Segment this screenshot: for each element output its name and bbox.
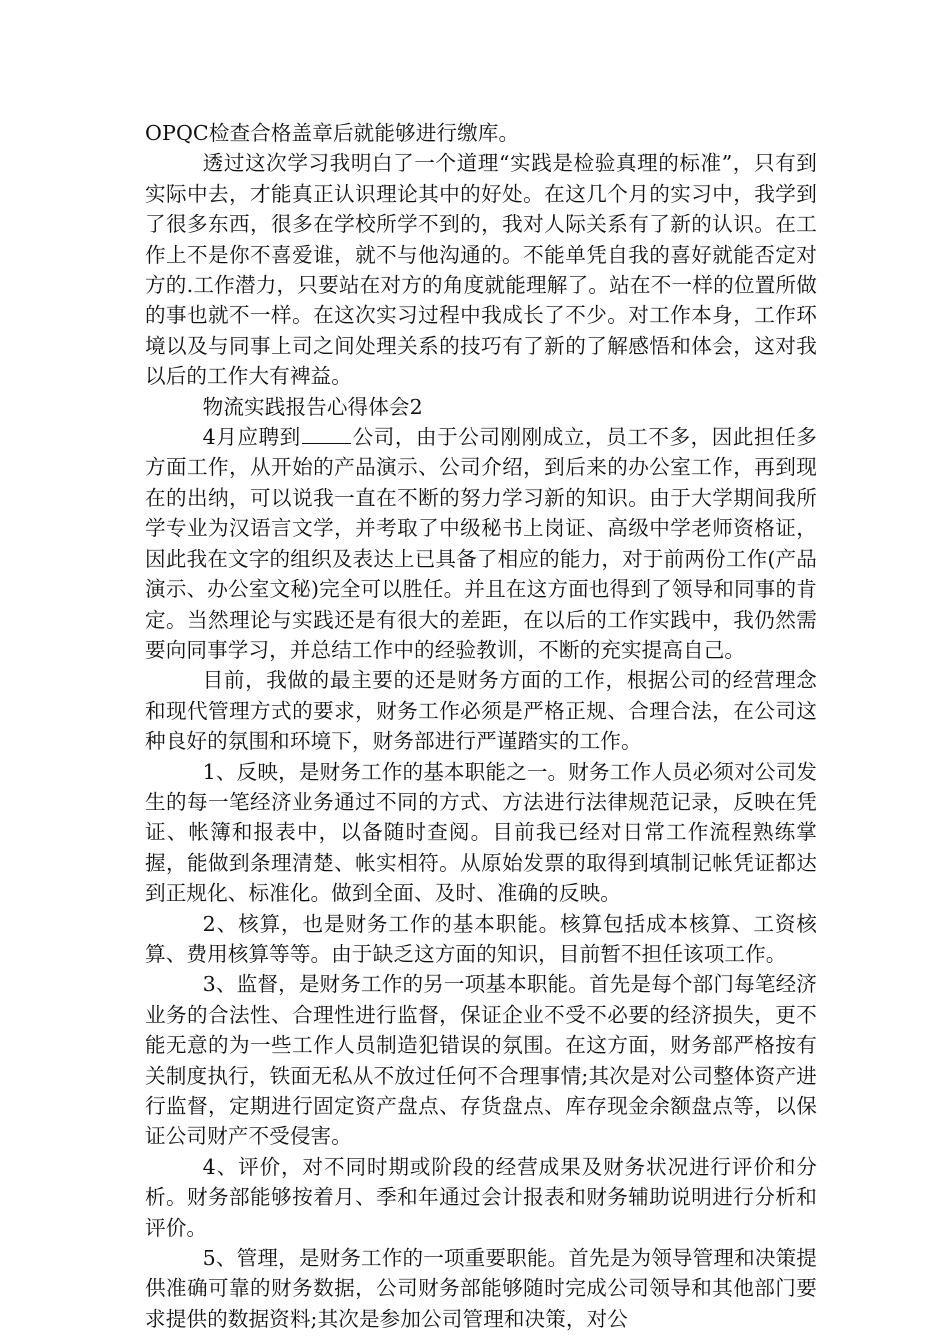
blank-underline	[302, 425, 351, 445]
paragraph-job-history	[145, 422, 817, 665]
paragraph-practice-lesson: 透过这次学习我明白了一个道理“实践是检验真理的标准”，只有到实际中去，才能真正认识理论其中的好处。在这几个月的实习中，我学到了很多东西，很多在学校所学不到的，我对人际关系有了新的认识。在工作上不是你不喜爱谁，就不与他沟通的。不能单凭自我的喜好就能否定对方的.工作潜力，只要站在对方的角度就能理解了。站在不一样的位置所做的事也就不一样。在这次实习过程中我成长了不少。对工作本身，工作环境以及与同事上司之间处理关系的技巧有了新的了解感悟和体会，这对我以后的工作大有裨益。	[145, 151, 817, 389]
paragraph-item-accounting: 2、核算，也是财务工作的基本职能。核算包括成本核算、工资核算、费用核算等等。由于缺乏这方面的知识，目前暂不担任该项工作。	[145, 911, 817, 966]
paragraph-job-history-start: 4月应聘到	[202, 425, 301, 450]
paragraph-continuation: OPQC检查合格盖章后就能够进行缴库。	[145, 121, 520, 145]
paragraph-item-supervise: 3、监督，是财务工作的另一项基本职能。首先是每个部门每笔经济业务的合法性、合理性进行监督，保证企业不受不必要的经济损失，更不能无意的为一些工作人员制造犯错误的氛围。在这方面，财务部严格按有关制度执行，铁面无私从不放过任何不合理事情;其次是对公司整体资产进行监督，定期进行固定资产盘点、存货盘点、库存现金余额盘点等，以保证公司财产不受侵害。	[145, 972, 817, 1149]
paragraph-item-reflect: 1、反映，是财务工作的基本职能之一。财务工作人员必须对公司发生的每一笔经济业务通过不同的方式、方法进行法律规范记录，反映在凭证、帐簿和报表中，以备随时查阅。目前我已经对日常工作流程熟练掌握，能做到条理清楚、帐实相符。从原始发票的取得到填制记帐凭证都达到正规化、标准化。做到全面、及时、准确的反映。	[145, 759, 817, 906]
paragraph-job-history-rest: 公司，由于公司刚刚成立，员工不多，因此担任多方面工作，从开始的产品演示、公司介绍，到后来的办公室工作，再到现在的出纳，可以说我一直在不断的努力学习新的知识。由于大学期间我所学专业为汉语言文学，并考取了中级秘书上岗证、高级中学老师资格证，因此我在文字的组织及表达上已具备了相应的能力，对于前两份工作(产品演示、办公室文秘)完全可以胜任。并且在这方面也得到了领导和同事的肯定。当然理论与实践还是有很大的差距，在以后的工作实践中，我仍然需要向同事学习，并总结工作中的经验教训，不断的充实提高自己。	[145, 425, 817, 662]
paragraph-item-evaluate: 4、评价，对不同时期或阶段的经营成果及财务状况进行评价和分析。财务部能够按着月、季和年通过会计报表和财务辅助说明进行分析和评价。	[145, 1154, 817, 1240]
section-heading: 物流实践报告心得体会2	[202, 394, 423, 419]
paragraph-current-work: 目前，我做的最主要的还是财务方面的工作，根据公司的经营理念和现代管理方式的要求，财务工作必须是严格正规、合理合法，在公司这种良好的氛围和环境下，财务部进行严谨踏实的工作。	[145, 668, 817, 754]
paragraph-item-manage: 5、管理，是财务工作的一项重要职能。首先是为领导管理和决策提供准确可靠的财务数据，公司财务部能够随时完成公司领导和其他部门要求提供的数据资料;其次是参加公司管理和决策，对公	[145, 1246, 817, 1331]
document-page	[145, 118, 817, 1334]
